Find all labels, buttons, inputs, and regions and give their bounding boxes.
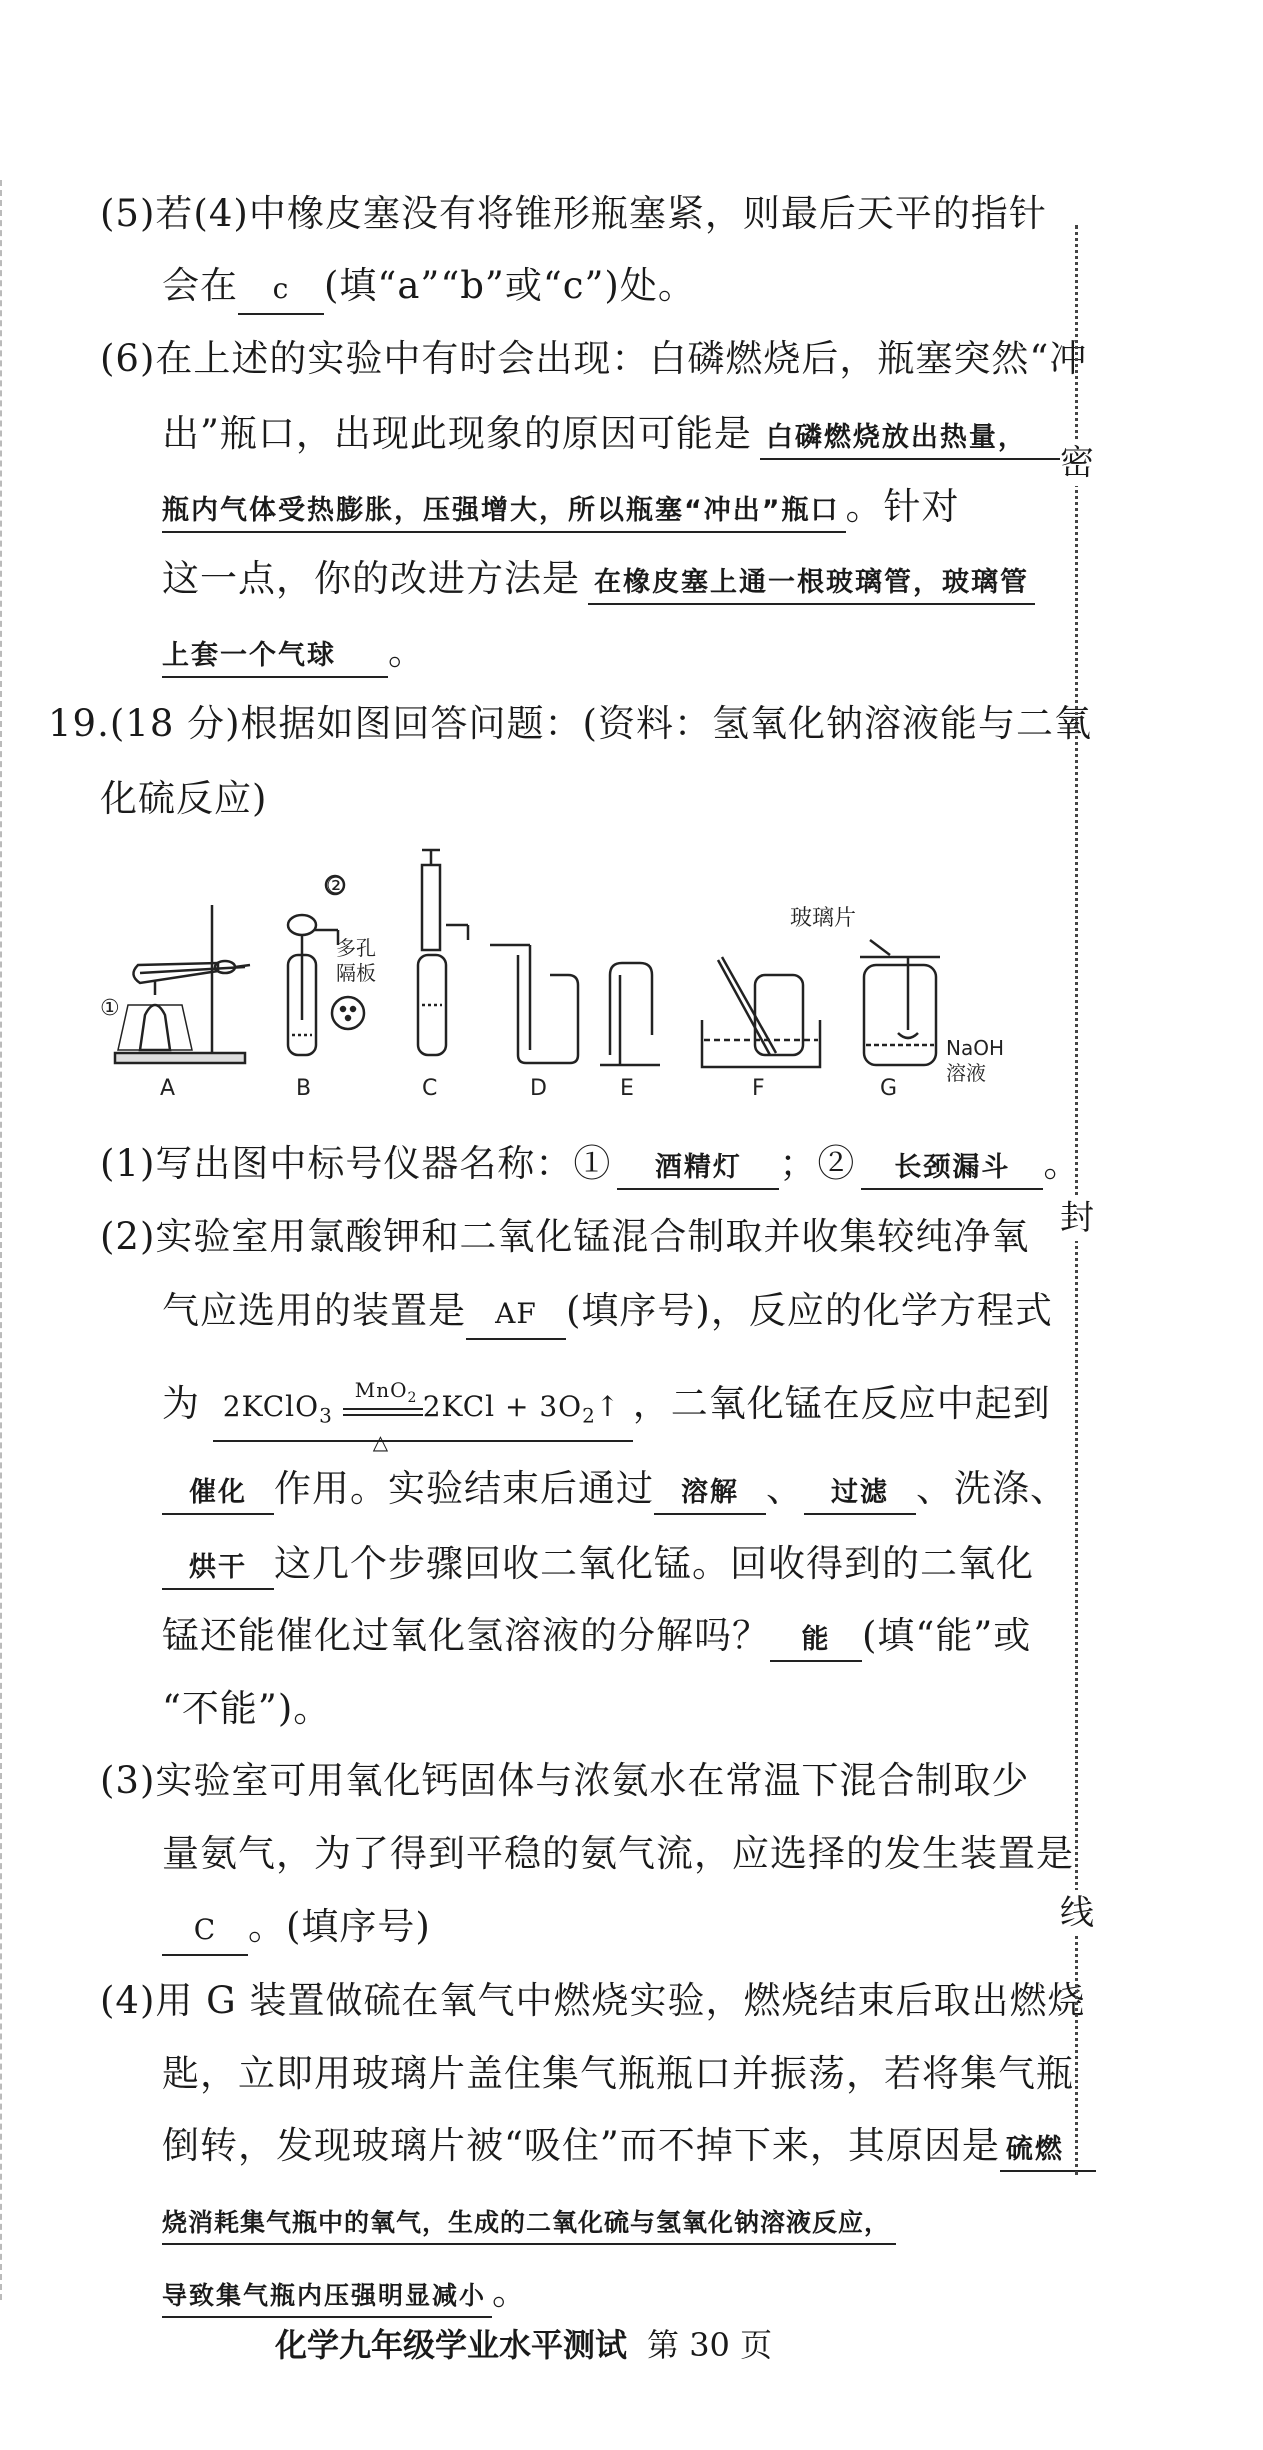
q19-p4-line1: (4)用 G 装置做硫在氧气中燃烧实验，燃烧结束后取出燃烧 xyxy=(100,1979,1086,2022)
q19-p4-line3: 倒转，发现玻璃片被“吸住”而不掉下来，其原因是 硫燃 xyxy=(162,2122,1096,2172)
q19-p4-line2: 匙，立即用玻璃片盖住集气瓶瓶口并振荡，若将集气瓶 xyxy=(162,2052,1074,2095)
q19-p3-line3: C 。(填序号) xyxy=(162,1903,431,1956)
q19-p1: (1)写出图中标号仪器名称：① 酒精灯 ；② 长颈漏斗 。 xyxy=(100,1140,1081,1190)
q19-p2-line7: “不能”)。 xyxy=(162,1687,332,1730)
q6-line5: 上套一个气球 。 xyxy=(162,628,426,678)
q5-answer: c xyxy=(238,265,324,315)
q6-answer-b: 瓶内气体受热膨胀，压强增大，所以瓶塞“冲出”瓶口 xyxy=(162,491,846,533)
figure-glass-label: 玻璃片 xyxy=(790,906,857,931)
apparatus-d xyxy=(490,945,578,1063)
q19-p2-line5: 烘干 这几个步骤回收二氧化锰。回收得到的二氧化 xyxy=(162,1540,1034,1590)
q6-line4: 这一点，你的改进方法是 在橡皮塞上通一根玻璃管，玻璃管 xyxy=(162,555,1035,605)
q19-line1: 19.(18 分)根据如图回答问题：(资料：氢氧化钠溶液能与二氧 xyxy=(48,702,1092,745)
q6-answer-a: 白磷燃烧放出热量， xyxy=(760,418,1062,460)
q19-p4-line4 xyxy=(162,2195,896,2245)
q19-p4-ans-a: 硫燃 xyxy=(1000,2130,1096,2172)
q19-p3-ans: C xyxy=(162,1906,248,1956)
footer-page: 第 30 页 xyxy=(647,2326,773,2364)
figure-label-d: D xyxy=(530,1076,547,1101)
q19-p4-ans-c: 导致集气瓶内压强明显减小 xyxy=(162,2276,492,2318)
apparatus-e xyxy=(600,963,660,1065)
q19-p2-ans-role: 催化 xyxy=(162,1473,274,1515)
margin-char-mi: 密 xyxy=(1060,440,1094,486)
q19-p2-line4: 催化 作用。实验结束后通过 溶解 、 过滤 、洗涤、 xyxy=(162,1465,1068,1515)
figure-porous-label-1: 多孔 xyxy=(336,936,376,960)
q19-p2-line3: 为 2KClO$_3$ MnO$_2$ △ $2KCl + 3O_2↑$ ，二氧化锰在反应中起到 xyxy=(162,1378,1051,1454)
chemical-equation: 2KClO$_3$ MnO$_2$ △ $2KCl + 3O_2↑$ xyxy=(213,1383,633,1442)
q19-p1-ans2: 长颈漏斗 xyxy=(861,1148,1043,1190)
figure-naoh-label-1: NaOH xyxy=(946,1036,1004,1060)
apparatus-c xyxy=(418,850,468,1055)
page-footer xyxy=(275,2320,772,2366)
q19-p2-ans-step3: 烘干 xyxy=(162,1548,274,1590)
q19-p1-ans1: 酒精灯 xyxy=(617,1148,779,1190)
q19-line2: 化硫反应) xyxy=(100,777,268,820)
q19-p2-ans-step2: 过滤 xyxy=(804,1473,916,1515)
figure-label-c: C xyxy=(422,1076,438,1101)
q19-p2-line6: 锰还能催化过氧化氢溶液的分解吗？ 能 (填“能”或 xyxy=(162,1612,1031,1662)
q6-answer-c: 在橡皮塞上通一根玻璃管，玻璃管 xyxy=(588,563,1035,605)
figure-mark-1: ① xyxy=(100,996,120,1021)
q6-line3: 瓶内气体受热膨胀，压强增大，所以瓶塞“冲出”瓶口 。针对 xyxy=(162,483,960,533)
figure-label-g: G xyxy=(880,1076,898,1101)
apparatus-a xyxy=(115,905,250,1063)
margin-char-feng: 封 xyxy=(1060,1195,1094,1241)
figure-porous-label-2: 隔板 xyxy=(336,961,376,985)
figure-label-f: F xyxy=(752,1076,765,1101)
figure-label-a: A xyxy=(160,1076,176,1101)
q19-p2-ans-can: 能 xyxy=(770,1620,862,1662)
figure-label-b: B xyxy=(296,1076,312,1101)
q5-line2: 会在 c (填“a”“b”或“c”)处。 xyxy=(162,262,696,315)
q19-p2-ans-device: AF xyxy=(466,1290,566,1340)
q6-line2: 出”瓶口，出现此现象的原因可能是 白磷燃烧放出热量， xyxy=(162,410,1062,460)
binding-edge xyxy=(0,180,2,2300)
footer-title: 化学九年级学业水平测试 xyxy=(275,2326,628,2364)
q19-p2-line1: (2)实验室用氯酸钾和二氧化锰混合制取并收集较纯净氧 xyxy=(100,1215,1030,1258)
figure-naoh-label-2: 溶液 xyxy=(946,1061,986,1085)
apparatus-figure xyxy=(100,845,1060,1105)
figure-label-e: E xyxy=(620,1076,634,1101)
margin-char-xian: 线 xyxy=(1060,1890,1094,1936)
q19-p2-line2: 气应选用的装置是 AF (填序号)，反应的化学方程式 xyxy=(162,1287,1053,1340)
q19-p2-ans-step1: 溶解 xyxy=(654,1473,766,1515)
q6-answer-d: 上套一个气球 xyxy=(162,636,388,678)
q6-line1: (6)在上述的实验中有时会出现：白磷燃烧后，瓶塞突然“冲 xyxy=(100,337,1088,380)
apparatus-f xyxy=(702,957,820,1067)
q19-p4-line5: 导致集气瓶内压强明显减小 。 xyxy=(162,2268,530,2318)
q19-p4-ans-b: 烧消耗集气瓶中的氧气，生成的二氧化硫与氢氧化钠溶液反应， xyxy=(162,2203,896,2245)
apparatus-g xyxy=(860,940,940,1065)
q5-line1: (5)若(4)中橡皮塞没有将锥形瓶塞紧，则最后天平的指针 xyxy=(100,192,1047,235)
figure-mark-2: ② xyxy=(326,874,346,899)
q19-p3-line2: 量氨气，为了得到平稳的氨气流，应选择的发生装置是 xyxy=(162,1832,1074,1875)
q19-p3-line1: (3)实验室可用氧化钙固体与浓氨水在常温下混合制取少 xyxy=(100,1759,1030,1802)
